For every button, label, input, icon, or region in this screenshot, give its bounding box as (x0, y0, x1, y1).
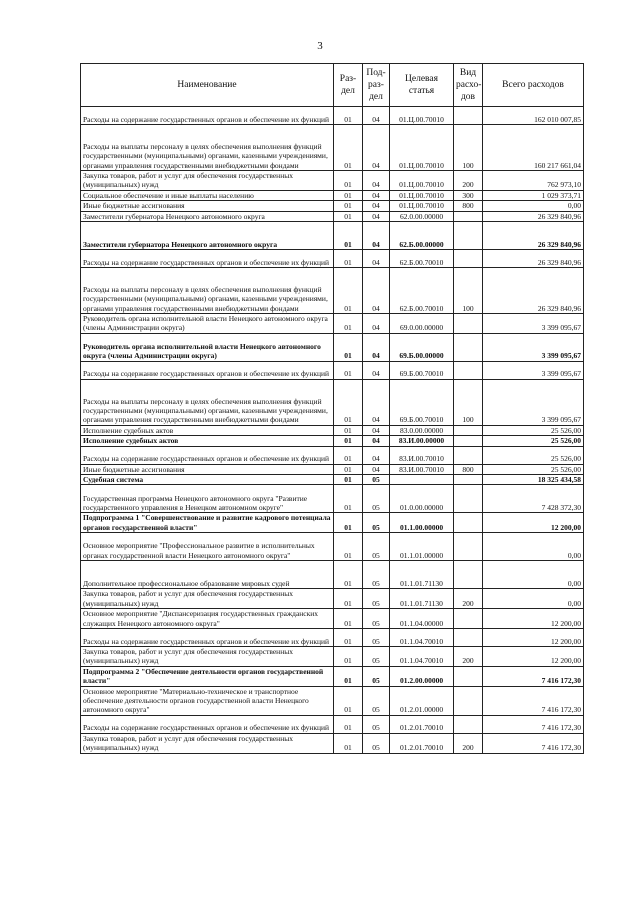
row-vid (454, 250, 483, 268)
row-vid (454, 513, 483, 533)
row-statya: 01.1.00.00000 (390, 513, 454, 533)
row-total: 12 200,00 (483, 609, 584, 629)
row-name: Исполнение судебных актов (81, 436, 334, 446)
row-podrazdel: 04 (363, 125, 390, 171)
row-statya: 01.1.04.70010 (390, 646, 454, 666)
row-name: Социальное обеспечение и иные выплаты населению (81, 190, 334, 200)
row-razdel: 01 (334, 333, 363, 361)
row-podrazdel: 05 (363, 733, 390, 753)
row-razdel: 01 (334, 686, 363, 715)
row-vid: 200 (454, 171, 483, 191)
row-vid: 100 (454, 268, 483, 314)
table-row (81, 609, 584, 629)
table-row (81, 446, 584, 464)
row-name: Исполнение судебных актов (81, 425, 334, 435)
row-total: 26 329 840,96 (483, 250, 584, 268)
row-razdel: 01 (334, 361, 363, 379)
row-razdel: 01 (334, 268, 363, 314)
row-podrazdel: 05 (363, 715, 390, 733)
row-vid (454, 211, 483, 221)
row-podrazdel: 05 (363, 533, 390, 561)
row-name: Расходы на выплаты персоналу в целях обеспечения выполнения функций государственными (муниципальными) органами, казенными учреждениями, органами управления государственными внебюджетными фондами (81, 379, 334, 425)
row-name: Руководитель органа исполнительной власти Ненецкого автономного округа (члены Администрации округа) (81, 333, 334, 361)
row-statya: 01.1.04.70010 (390, 628, 454, 646)
row-vid (454, 436, 483, 446)
row-vid (454, 361, 483, 379)
row-statya: 01.Ц.00.70010 (390, 107, 454, 125)
row-vid: 800 (454, 464, 483, 474)
row-razdel: 01 (334, 125, 363, 171)
row-podrazdel: 04 (363, 222, 390, 250)
row-vid (454, 715, 483, 733)
row-total: 7 416 172,30 (483, 686, 584, 715)
row-razdel: 01 (334, 464, 363, 474)
row-vid: 100 (454, 125, 483, 171)
row-podrazdel: 05 (363, 609, 390, 629)
row-podrazdel: 05 (363, 646, 390, 666)
row-name: Основное мероприятие "Диспансеризация государственных гражданских служащих Ненецкого автономного округа" (81, 609, 334, 629)
row-name: Расходы на выплаты персоналу в целях обеспечения выполнения функций государственными (муниципальными) органами, казенными учреждениями, органами управления государственными внебюджетными фондами (81, 268, 334, 314)
row-name: Заместители губернатора Ненецкого автономного округа (81, 222, 334, 250)
table-row (81, 686, 584, 715)
row-vid: 200 (454, 646, 483, 666)
row-total: 3 399 095,67 (483, 361, 584, 379)
table-row (81, 436, 584, 446)
row-statya: 69.Б.00.00000 (390, 333, 454, 361)
row-vid (454, 222, 483, 250)
row-statya: 01.1.01.71130 (390, 561, 454, 589)
row-podrazdel: 04 (363, 211, 390, 221)
table-row (81, 333, 584, 361)
row-statya (390, 475, 454, 485)
row-razdel: 01 (334, 222, 363, 250)
table-row (81, 107, 584, 125)
row-razdel: 01 (334, 715, 363, 733)
table-row (81, 190, 584, 200)
header-total: Всего расходов (483, 64, 584, 107)
row-total: 25 526,00 (483, 425, 584, 435)
row-razdel: 01 (334, 561, 363, 589)
row-name: Закупка товаров, работ и услуг для обеспечения государственных (муниципальных) нужд (81, 646, 334, 666)
row-podrazdel: 04 (363, 446, 390, 464)
row-name: Основное мероприятие "Профессиональное развитие в исполнительных органах государственной власти Ненецкого автономного округа" (81, 533, 334, 561)
row-name: Государственная программа Ненецкого автономного округа "Развитие государственного управления в Ненецком автономном округе" (81, 485, 334, 513)
row-podrazdel: 04 (363, 464, 390, 474)
row-statya: 01.Ц.00.70010 (390, 201, 454, 211)
row-total: 762 973,10 (483, 171, 584, 191)
row-statya: 01.2.01.70010 (390, 733, 454, 753)
row-razdel: 01 (334, 201, 363, 211)
row-total: 25 526,00 (483, 446, 584, 464)
row-podrazdel: 05 (363, 589, 390, 609)
table-row (81, 666, 584, 686)
row-name: Основное мероприятие "Материально-техническое и транспортное обеспечение деятельности органов государственной власти Ненецкого автономного округа" (81, 686, 334, 715)
header-vid: Вид расхо- дов (454, 64, 483, 107)
row-razdel: 01 (334, 666, 363, 686)
row-razdel: 01 (334, 314, 363, 334)
row-total: 12 200,00 (483, 513, 584, 533)
row-vid: 100 (454, 379, 483, 425)
row-total: 162 010 007,85 (483, 107, 584, 125)
budget-table (80, 63, 584, 754)
row-razdel: 01 (334, 485, 363, 513)
row-podrazdel: 04 (363, 361, 390, 379)
row-podrazdel: 05 (363, 628, 390, 646)
row-podrazdel: 04 (363, 171, 390, 191)
row-total: 7 416 172,30 (483, 666, 584, 686)
row-razdel: 01 (334, 250, 363, 268)
table-row (81, 646, 584, 666)
table-row (81, 361, 584, 379)
row-name: Иные бюджетные ассигнования (81, 201, 334, 211)
row-razdel: 01 (334, 436, 363, 446)
row-podrazdel: 05 (363, 561, 390, 589)
row-podrazdel: 04 (363, 379, 390, 425)
row-statya: 62.0.00.00000 (390, 211, 454, 221)
table-row (81, 733, 584, 753)
row-statya: 01.1.04.00000 (390, 609, 454, 629)
row-vid: 200 (454, 733, 483, 753)
row-vid (454, 446, 483, 464)
row-podrazdel: 05 (363, 475, 390, 485)
row-total: 7 416 172,30 (483, 715, 584, 733)
row-podrazdel: 04 (363, 268, 390, 314)
header-razdel: Раз- дел (334, 64, 363, 107)
header-statya: Целевая статья (390, 64, 454, 107)
row-total: 26 329 840,96 (483, 222, 584, 250)
row-vid (454, 561, 483, 589)
row-total: 18 325 434,58 (483, 475, 584, 485)
row-total: 12 200,00 (483, 646, 584, 666)
row-total: 25 526,00 (483, 436, 584, 446)
row-name: Заместители губернатора Ненецкого автономного округа (81, 211, 334, 221)
row-razdel: 01 (334, 733, 363, 753)
row-total: 12 200,00 (483, 628, 584, 646)
row-vid: 800 (454, 201, 483, 211)
row-name: Расходы на содержание государственных органов и обеспечение их функций (81, 628, 334, 646)
row-vid (454, 425, 483, 435)
row-vid (454, 666, 483, 686)
row-vid: 300 (454, 190, 483, 200)
row-total: 7 428 372,30 (483, 485, 584, 513)
row-vid (454, 609, 483, 629)
row-name: Судебная система (81, 475, 334, 485)
row-podrazdel: 04 (363, 250, 390, 268)
row-statya: 69.0.00.00000 (390, 314, 454, 334)
row-razdel: 01 (334, 379, 363, 425)
row-vid (454, 628, 483, 646)
row-name: Руководитель органа исполнительной власти Ненецкого автономного округа (члены Администрации округа) (81, 314, 334, 334)
row-total: 0,00 (483, 533, 584, 561)
row-razdel: 01 (334, 107, 363, 125)
row-vid (454, 107, 483, 125)
row-name: Расходы на выплаты персоналу в целях обеспечения выполнения функций государственными (муниципальными) органами, казенными учреждениями, органами управления государственными внебюджетными фондами (81, 125, 334, 171)
row-podrazdel: 04 (363, 107, 390, 125)
row-statya: 01.1.01.71130 (390, 589, 454, 609)
row-statya: 01.0.00.00000 (390, 485, 454, 513)
row-razdel: 01 (334, 589, 363, 609)
table-row (81, 485, 584, 513)
row-name: Закупка товаров, работ и услуг для обеспечения государственных (муниципальных) нужд (81, 589, 334, 609)
table-row (81, 222, 584, 250)
row-statya: 01.2.01.00000 (390, 686, 454, 715)
table-row (81, 211, 584, 221)
row-vid: 200 (454, 589, 483, 609)
table-row (81, 201, 584, 211)
row-podrazdel: 04 (363, 425, 390, 435)
row-podrazdel: 04 (363, 436, 390, 446)
row-total: 26 329 840,96 (483, 268, 584, 314)
row-statya: 01.Ц.00.70010 (390, 171, 454, 191)
row-name: Закупка товаров, работ и услуг для обеспечения государственных (муниципальных) нужд (81, 733, 334, 753)
header-row (81, 64, 584, 107)
row-name: Расходы на содержание государственных органов и обеспечение их функций (81, 446, 334, 464)
row-statya: 62.Б.00.70010 (390, 250, 454, 268)
row-statya: 01.Ц.00.70010 (390, 125, 454, 171)
row-vid (454, 475, 483, 485)
table-row (81, 379, 584, 425)
row-statya: 62.Б.00.00000 (390, 222, 454, 250)
row-vid (454, 333, 483, 361)
row-podrazdel: 04 (363, 314, 390, 334)
table-row (81, 513, 584, 533)
row-podrazdel: 04 (363, 190, 390, 200)
row-total: 3 399 095,67 (483, 379, 584, 425)
table-row (81, 464, 584, 474)
row-name: Закупка товаров, работ и услуг для обеспечения государственных (муниципальных) нужд (81, 171, 334, 191)
row-total: 0,00 (483, 589, 584, 609)
row-vid (454, 485, 483, 513)
row-razdel: 01 (334, 646, 363, 666)
row-podrazdel: 04 (363, 333, 390, 361)
row-razdel: 01 (334, 475, 363, 485)
row-name: Расходы на содержание государственных органов и обеспечение их функций (81, 361, 334, 379)
row-statya: 83.И.00.00000 (390, 436, 454, 446)
table-row (81, 715, 584, 733)
row-name: Расходы на содержание государственных органов и обеспечение их функций (81, 250, 334, 268)
row-total: 160 217 661,04 (483, 125, 584, 171)
row-podrazdel: 05 (363, 485, 390, 513)
row-total: 1 029 373,71 (483, 190, 584, 200)
row-name: Расходы на содержание государственных органов и обеспечение их функций (81, 715, 334, 733)
row-total: 0,00 (483, 201, 584, 211)
row-total: 25 526,00 (483, 464, 584, 474)
table-row (81, 533, 584, 561)
row-vid (454, 314, 483, 334)
page-number: 3 (317, 40, 323, 52)
row-podrazdel: 04 (363, 201, 390, 211)
row-statya: 83.И.00.70010 (390, 446, 454, 464)
row-statya: 62.Б.00.70010 (390, 268, 454, 314)
table-row (81, 268, 584, 314)
row-podrazdel: 05 (363, 686, 390, 715)
row-total: 7 416 172,30 (483, 733, 584, 753)
row-name: Подпрограмма 2 "Обеспечение деятельности органов государственной власти" (81, 666, 334, 686)
row-razdel: 01 (334, 446, 363, 464)
row-razdel: 01 (334, 171, 363, 191)
row-total: 3 399 095,67 (483, 333, 584, 361)
row-statya: 69.Б.00.70010 (390, 379, 454, 425)
row-name: Подпрограмма 1 "Совершенствование и развитие кадрового потенциала органов государственной власти" (81, 513, 334, 533)
row-statya: 01.Ц.00.70010 (390, 190, 454, 200)
row-vid (454, 533, 483, 561)
row-statya: 01.2.01.70010 (390, 715, 454, 733)
row-statya: 01.1.01.00000 (390, 533, 454, 561)
table-row (81, 475, 584, 485)
header-name: Наименование (81, 64, 334, 107)
row-name: Иные бюджетные ассигнования (81, 464, 334, 474)
row-statya: 83.0.00.00000 (390, 425, 454, 435)
row-name: Расходы на содержание государственных органов и обеспечение их функций (81, 107, 334, 125)
row-total: 3 399 095,67 (483, 314, 584, 334)
table-row (81, 561, 584, 589)
row-statya: 83.И.00.70010 (390, 464, 454, 474)
header-podrazdel: Под- раз- дел (363, 64, 390, 107)
row-razdel: 01 (334, 190, 363, 200)
row-name: Дополнительное профессиональное образование мировых судей (81, 561, 334, 589)
row-razdel: 01 (334, 609, 363, 629)
row-total: 0,00 (483, 561, 584, 589)
row-vid (454, 686, 483, 715)
row-statya: 69.Б.00.70010 (390, 361, 454, 379)
row-razdel: 01 (334, 425, 363, 435)
row-podrazdel: 05 (363, 513, 390, 533)
table-row (81, 425, 584, 435)
table-row (81, 125, 584, 171)
row-razdel: 01 (334, 211, 363, 221)
table-row (81, 314, 584, 334)
row-podrazdel: 05 (363, 666, 390, 686)
row-total: 26 329 840,96 (483, 211, 584, 221)
table-row (81, 628, 584, 646)
table-row (81, 250, 584, 268)
table-row (81, 589, 584, 609)
row-razdel: 01 (334, 513, 363, 533)
table-row (81, 171, 584, 191)
row-razdel: 01 (334, 628, 363, 646)
row-statya: 01.2.00.00000 (390, 666, 454, 686)
row-razdel: 01 (334, 533, 363, 561)
